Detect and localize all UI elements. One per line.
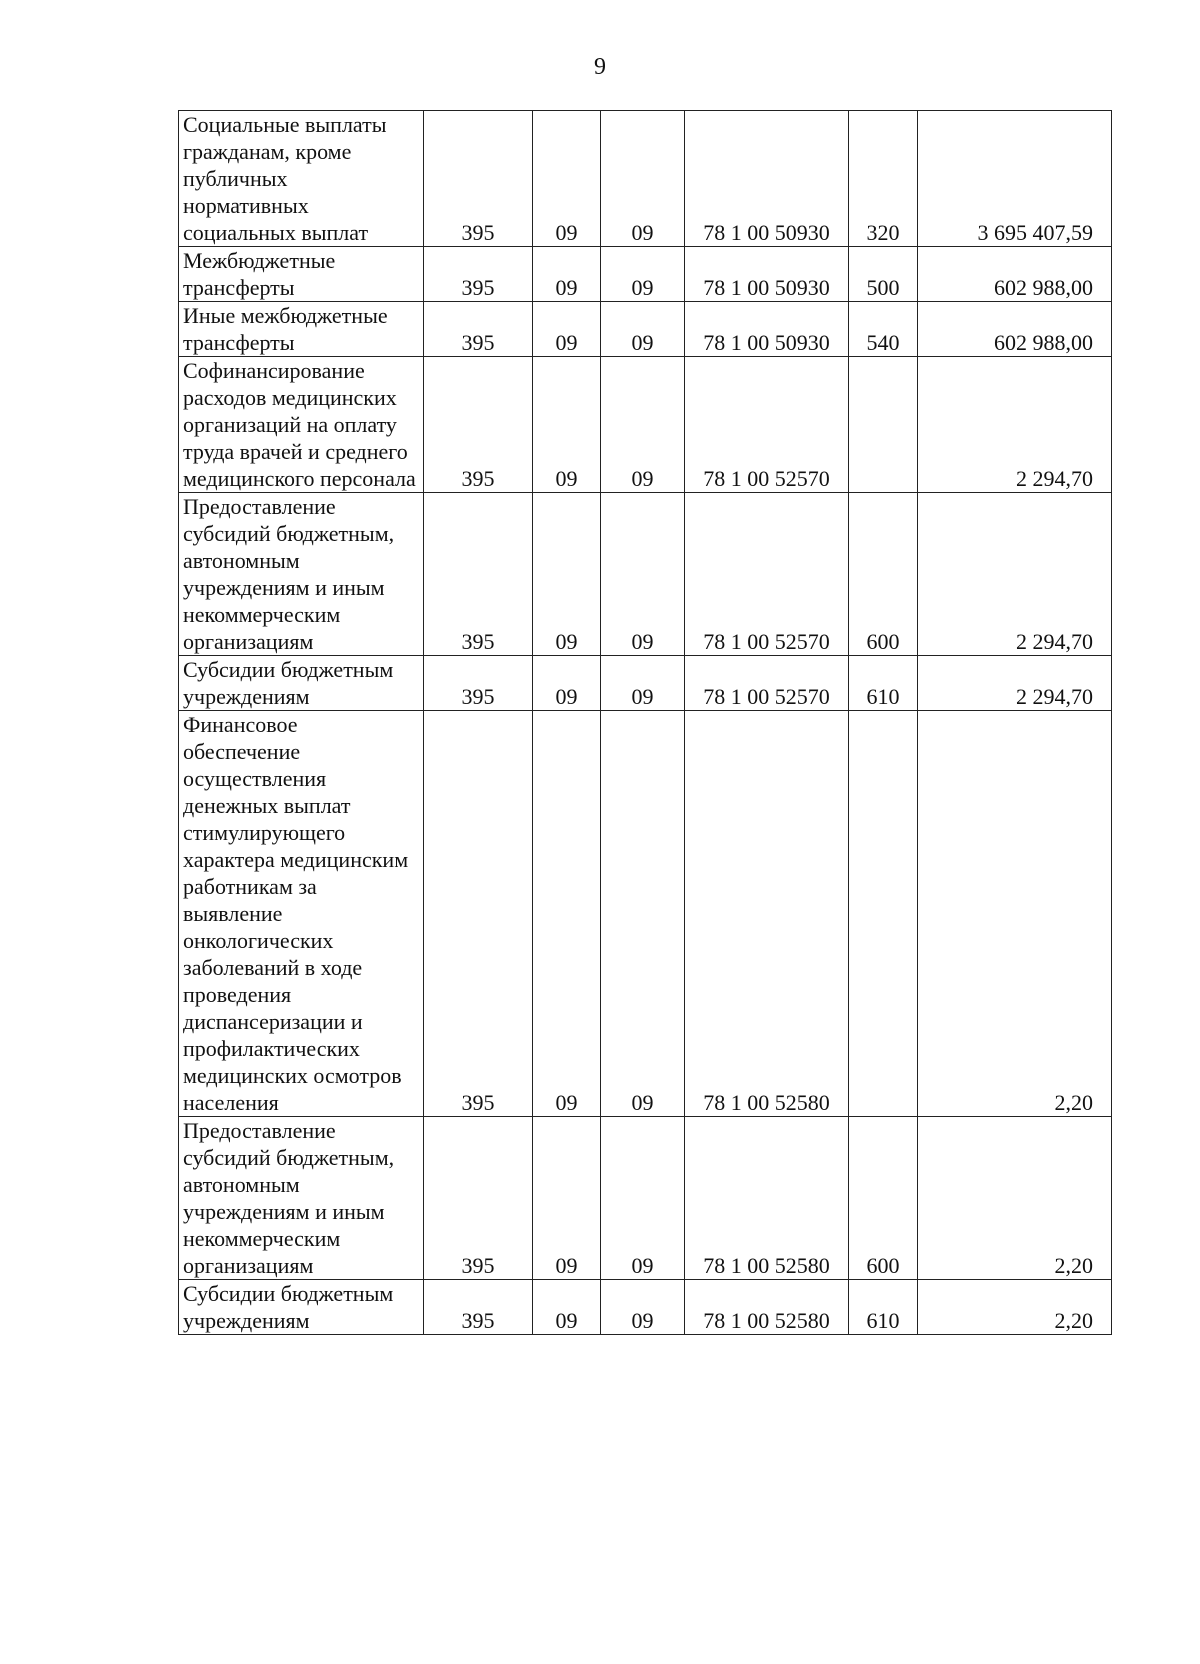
- table-row: [179, 247, 1112, 302]
- ministry-code: 395: [424, 111, 533, 247]
- target-code: 78 1 00 52580: [685, 1117, 849, 1280]
- ministry-code: 395: [424, 656, 533, 711]
- table-row: [179, 111, 1112, 247]
- expense-type-code: 500: [849, 247, 918, 302]
- amount: 2 294,70: [918, 357, 1112, 493]
- expense-name: Межбюджетные трансферты: [179, 247, 424, 302]
- section-code: 09: [533, 1117, 601, 1280]
- section-code: 09: [533, 357, 601, 493]
- subsection-code: 09: [601, 247, 685, 302]
- page-number: 9: [594, 54, 606, 80]
- amount: 2 294,70: [918, 493, 1112, 656]
- expense-name: Субсидии бюджетным учреждениям: [179, 656, 424, 711]
- subsection-code: 09: [601, 656, 685, 711]
- subsection-code: 09: [601, 111, 685, 247]
- budget-table: [178, 110, 1112, 1335]
- section-code: 09: [533, 247, 601, 302]
- target-code: 78 1 00 50930: [685, 302, 849, 357]
- expense-type-code: 600: [849, 493, 918, 656]
- expense-type-code: [849, 357, 918, 493]
- expense-type-code: 600: [849, 1117, 918, 1280]
- table-row: [179, 493, 1112, 656]
- target-code: 78 1 00 50930: [685, 111, 849, 247]
- amount: 2 294,70: [918, 656, 1112, 711]
- ministry-code: 395: [424, 1280, 533, 1335]
- section-code: 09: [533, 111, 601, 247]
- expense-type-code: 610: [849, 1280, 918, 1335]
- subsection-code: 09: [601, 1280, 685, 1335]
- expense-name: Софинансирование расходов медицинских организаций на оплату труда врачей и среднего медицинского персонала: [179, 357, 424, 493]
- section-code: 09: [533, 711, 601, 1117]
- target-code: 78 1 00 52580: [685, 711, 849, 1117]
- expense-name: Субсидии бюджетным учреждениям: [179, 1280, 424, 1335]
- table-row: [179, 357, 1112, 493]
- section-code: 09: [533, 493, 601, 656]
- expense-type-code: 610: [849, 656, 918, 711]
- amount: 602 988,00: [918, 302, 1112, 357]
- table-row: [179, 1280, 1112, 1335]
- ministry-code: 395: [424, 493, 533, 656]
- table-row: [179, 302, 1112, 357]
- subsection-code: 09: [601, 357, 685, 493]
- section-code: 09: [533, 1280, 601, 1335]
- amount: 2,20: [918, 1280, 1112, 1335]
- target-code: 78 1 00 52570: [685, 656, 849, 711]
- expense-name: Предоставление субсидий бюджетным, автономным учреждениям и иным некоммерческим организациям: [179, 493, 424, 656]
- amount: 2,20: [918, 711, 1112, 1117]
- amount: 3 695 407,59: [918, 111, 1112, 247]
- subsection-code: 09: [601, 302, 685, 357]
- amount: 602 988,00: [918, 247, 1112, 302]
- target-code: 78 1 00 50930: [685, 247, 849, 302]
- amount: 2,20: [918, 1117, 1112, 1280]
- ministry-code: 395: [424, 357, 533, 493]
- ministry-code: 395: [424, 1117, 533, 1280]
- subsection-code: 09: [601, 493, 685, 656]
- ministry-code: 395: [424, 247, 533, 302]
- subsection-code: 09: [601, 1117, 685, 1280]
- expense-type-code: [849, 711, 918, 1117]
- target-code: 78 1 00 52570: [685, 357, 849, 493]
- expense-name: Социальные выплаты гражданам, кроме публичных нормативных социальных выплат: [179, 111, 424, 247]
- table-row: [179, 711, 1112, 1117]
- subsection-code: 09: [601, 711, 685, 1117]
- table-row: [179, 1117, 1112, 1280]
- expense-name: Финансовое обеспечение осуществления денежных выплат стимулирующего характера медицинским работникам за выявление онкологических заболеваний в ходе проведения диспансеризации и профилактических медицинских осмотров населения: [179, 711, 424, 1117]
- table-row: [179, 656, 1112, 711]
- target-code: 78 1 00 52580: [685, 1280, 849, 1335]
- expense-type-code: 320: [849, 111, 918, 247]
- ministry-code: 395: [424, 711, 533, 1117]
- target-code: 78 1 00 52570: [685, 493, 849, 656]
- section-code: 09: [533, 302, 601, 357]
- ministry-code: 395: [424, 302, 533, 357]
- expense-name: Предоставление субсидий бюджетным, автономным учреждениям и иным некоммерческим организациям: [179, 1117, 424, 1280]
- section-code: 09: [533, 656, 601, 711]
- expense-name: Иные межбюджетные трансферты: [179, 302, 424, 357]
- expense-type-code: 540: [849, 302, 918, 357]
